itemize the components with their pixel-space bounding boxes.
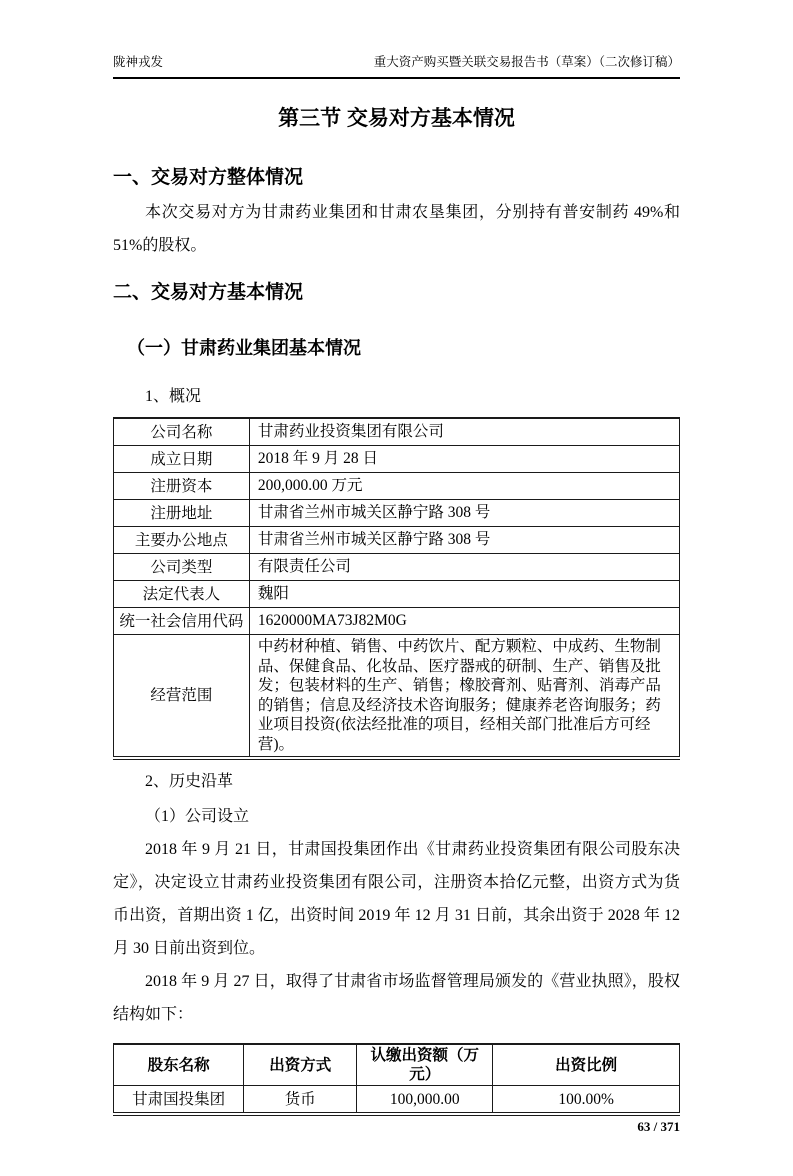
subscribed-amount: 100,000.00 (357, 1086, 493, 1115)
profile-label: 公司名称 (114, 418, 250, 446)
table-row (114, 473, 680, 500)
running-header (113, 54, 680, 79)
establishment-heading: （1）公司设立 (145, 808, 250, 825)
contribution-method: 货币 (244, 1086, 357, 1115)
profile-value: 魏阳 (249, 581, 679, 608)
profile-value: 200,000.00 万元 (249, 473, 679, 500)
document-page (0, 54, 793, 1176)
shareholder-structure-table (113, 1043, 680, 1116)
table-row (114, 418, 680, 446)
section-1-heading: 一、交易对方整体情况 (113, 167, 304, 188)
table-row (114, 608, 680, 635)
page-number: 63 / 371 (637, 1119, 680, 1134)
shareholder-name: 甘肃国投集团 (114, 1086, 244, 1115)
section-2-heading: 二、交易对方基本情况 (113, 282, 304, 303)
header-right-text: 重大资产购买暨关联交易报告书（草案）（二次修订稿） (373, 55, 680, 69)
table-row (114, 554, 680, 581)
table-row (114, 1086, 680, 1115)
establishment-paragraph-2: 2018 年 9 月 27 日，取得了甘肃省市场监督管理局颁发的《营业执照》，股权结构如下： (113, 973, 680, 1023)
history-heading: 2、历史沿革 (145, 773, 234, 790)
table-row (114, 500, 680, 527)
page-title: 第三节 交易对方基本情况 (278, 107, 515, 130)
company-profile-table (113, 417, 680, 760)
table-row (114, 581, 680, 608)
profile-label: 经营范围 (114, 635, 250, 759)
profile-label: 法定代表人 (114, 581, 250, 608)
contribution-ratio: 100.00% (493, 1086, 680, 1115)
profile-value: 中药材种植、销售、中药饮片、配方颗粒、中成药、生物制品、保健食品、化妆品、医疗器戒的研制、生产、销售及批发；包装材料的生产、销售；橡胶膏剂、贴膏剂、消毒产品的销售；信息及经济技术咨询服务；健康养老咨询服务；药业项目投资(依法经批准的项目，经相关部门批准后方可经营)。 (249, 635, 679, 759)
column-header-amount: 认缴出资额（万元） (357, 1044, 493, 1086)
column-header-method: 出资方式 (244, 1044, 357, 1086)
section-2-1-heading: （一）甘肃药业集团基本情况 (127, 338, 361, 358)
header-left-text: 陇神戎发 (113, 55, 164, 69)
profile-label: 注册资本 (114, 473, 250, 500)
profile-label: 注册地址 (114, 500, 250, 527)
profile-label: 主要办公地点 (114, 527, 250, 554)
column-header-shareholder: 股东名称 (114, 1044, 244, 1086)
overview-heading: 1、概况 (145, 388, 202, 405)
profile-label: 成立日期 (114, 446, 250, 473)
table-header-row (114, 1044, 680, 1086)
column-header-ratio: 出资比例 (493, 1044, 680, 1086)
table-row (114, 635, 680, 759)
section-1-paragraph: 本次交易对方为甘肃药业集团和甘肃农垦集团，分别持有普安制药 49%和51%的股权。 (113, 204, 680, 254)
establishment-paragraph-1: 2018 年 9 月 21 日，甘肃国投集团作出《甘肃药业投资集团有限公司股东决定》，决定设立甘肃药业投资集团有限公司，注册资本拾亿元整，出资方式为货币出资，首期出资 1 亿，出资时间 2019 年 12 月 31 日前，其余出资于 2028 年 12 月 30 日前出资到位。 (113, 841, 680, 957)
table-row (114, 527, 680, 554)
profile-label: 公司类型 (114, 554, 250, 581)
profile-value: 甘肃省兰州市城关区静宁路 308 号 (249, 500, 679, 527)
profile-value: 甘肃药业投资集团有限公司 (249, 418, 679, 446)
profile-label: 统一社会信用代码 (114, 608, 250, 635)
profile-value: 2018 年 9 月 28 日 (249, 446, 679, 473)
profile-value: 有限责任公司 (249, 554, 679, 581)
profile-value: 甘肃省兰州市城关区静宁路 308 号 (249, 527, 679, 554)
profile-value: 1620000MA73J82M0G (249, 608, 679, 635)
table-row (114, 446, 680, 473)
